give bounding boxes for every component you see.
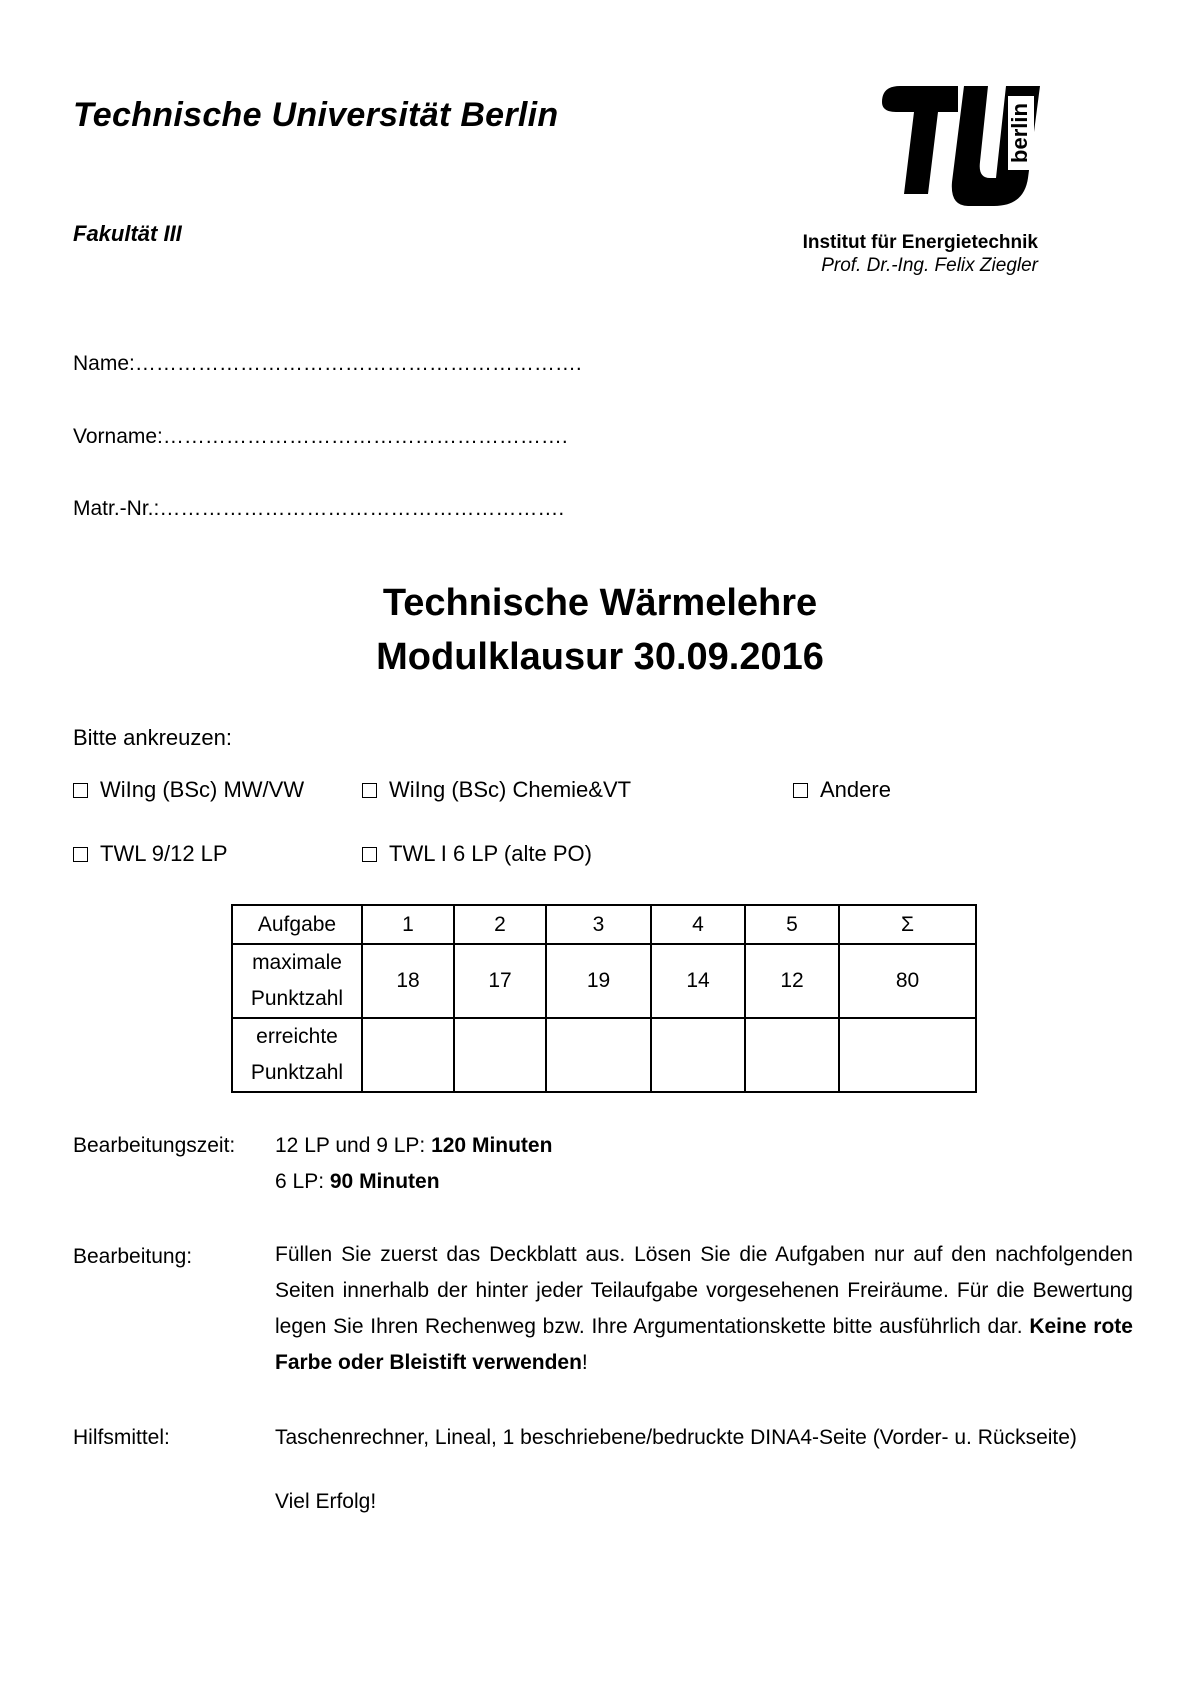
table-cell: 18 xyxy=(362,944,454,1018)
zeit-line-2 xyxy=(275,1170,440,1194)
hilfsmittel-label: Hilfsmittel: xyxy=(73,1426,170,1449)
row-label-line: maximale xyxy=(252,951,342,974)
bearbeitung-text xyxy=(275,1237,1133,1381)
score-entry-cell[interactable] xyxy=(546,1018,651,1092)
bearbeitung-end: ! xyxy=(581,1351,588,1374)
institute-name: Institut für Energietechnik xyxy=(802,232,1038,253)
zeit-line-2-bold: 90 Minuten xyxy=(329,1170,440,1193)
vorname-field[interactable]: Vorname:…………………………………………………. xyxy=(73,425,568,448)
checkbox-icon[interactable] xyxy=(793,783,808,798)
option-label: WiIng (BSc) Chemie&VT xyxy=(389,777,632,802)
option-label: Andere xyxy=(820,777,891,802)
score-entry-cell[interactable] xyxy=(454,1018,546,1092)
option-twl-9-12[interactable] xyxy=(73,841,228,867)
option-label: TWL 9/12 LP xyxy=(100,841,228,866)
option-label: WiIng (BSc) MW/VW xyxy=(100,777,305,802)
score-entry-cell[interactable] xyxy=(651,1018,745,1092)
score-table xyxy=(231,904,977,1093)
table-cell: 3 xyxy=(546,905,651,944)
table-header-row xyxy=(232,905,976,944)
table-cell: 80 xyxy=(839,944,976,1018)
tu-berlin-logo xyxy=(878,82,1040,210)
row-label-line: Punktzahl xyxy=(250,987,344,1010)
checkbox-icon[interactable] xyxy=(73,783,88,798)
faculty-name: Fakultät III xyxy=(73,221,182,246)
checkbox-icon[interactable] xyxy=(362,847,377,862)
exam-title: Technische Wärmelehre xyxy=(382,582,818,624)
row-label-line: Punktzahl xyxy=(250,1061,344,1084)
table-row-label xyxy=(232,1018,362,1092)
table-row-label xyxy=(232,944,362,1018)
option-wiing-mw-vw[interactable] xyxy=(73,777,304,803)
matrikel-field[interactable]: Matr.-Nr.:…………………………………………………. xyxy=(73,497,565,520)
table-cell: 2 xyxy=(454,905,546,944)
option-wiing-chemie-vt[interactable] xyxy=(362,777,631,803)
table-cell: 4 xyxy=(651,905,745,944)
row-label-line: erreichte xyxy=(256,1025,338,1048)
exam-date: Modulklausur 30.09.2016 xyxy=(376,636,824,678)
zeit-line-1 xyxy=(275,1134,552,1158)
table-cell: 5 xyxy=(745,905,839,944)
bearbeitung-body: Füllen Sie zuerst das Deckblatt aus. Lösen Sie die Aufgaben nur auf den nachfolgenden Seiten innerhalb der hinter jeder Teilaufgabe vorgesehenen Freiräume. Für die Bewertung legen Sie Ihren Rechenweg bzw. Ihre Argumentationskette bitte ausführlich dar. xyxy=(275,1243,1133,1338)
bearbeitung-label: Bearbeitung: xyxy=(73,1245,193,1268)
checkbox-prompt: Bitte ankreuzen: xyxy=(73,725,232,750)
zeit-line-1-prefix: 12 LP und 9 LP: xyxy=(275,1134,432,1157)
option-andere[interactable] xyxy=(793,777,891,803)
professor-name: Prof. Dr.-Ing. Felix Ziegler xyxy=(821,255,1038,276)
table-row xyxy=(232,1018,976,1092)
score-entry-cell[interactable] xyxy=(362,1018,454,1092)
option-label: TWL I 6 LP (alte PO) xyxy=(389,841,592,866)
hilfsmittel-text: Taschenrechner, Lineal, 1 beschriebene/bedruckte DINA4-Seite (Vorder- u. Rückseite) xyxy=(275,1426,1077,1449)
zeit-label: Bearbeitungszeit: xyxy=(73,1134,236,1157)
table-cell: Aufgabe xyxy=(232,905,362,944)
table-row xyxy=(232,944,976,1018)
table-cell: 1 xyxy=(362,905,454,944)
checkbox-icon[interactable] xyxy=(73,847,88,862)
logo-text: berlin xyxy=(1006,103,1032,163)
score-entry-cell[interactable] xyxy=(745,1018,839,1092)
table-cell: 19 xyxy=(546,944,651,1018)
option-twl-i-6[interactable] xyxy=(362,841,592,867)
closing-text: Viel Erfolg! xyxy=(275,1490,377,1513)
bearbeitung-warning: Keine rote Farbe oder Bleistift verwenden xyxy=(275,1315,1133,1374)
table-cell: 12 xyxy=(745,944,839,1018)
table-cell: 17 xyxy=(454,944,546,1018)
university-name: Technische Universität Berlin xyxy=(73,96,559,134)
name-field[interactable]: Name:………………………………………………………. xyxy=(73,352,582,375)
zeit-line-2-prefix: 6 LP: xyxy=(275,1170,330,1193)
score-entry-cell[interactable] xyxy=(839,1018,976,1092)
checkbox-icon[interactable] xyxy=(362,783,377,798)
table-cell: 14 xyxy=(651,944,745,1018)
table-cell: Σ xyxy=(839,905,976,944)
zeit-line-1-bold: 120 Minuten xyxy=(431,1134,553,1157)
